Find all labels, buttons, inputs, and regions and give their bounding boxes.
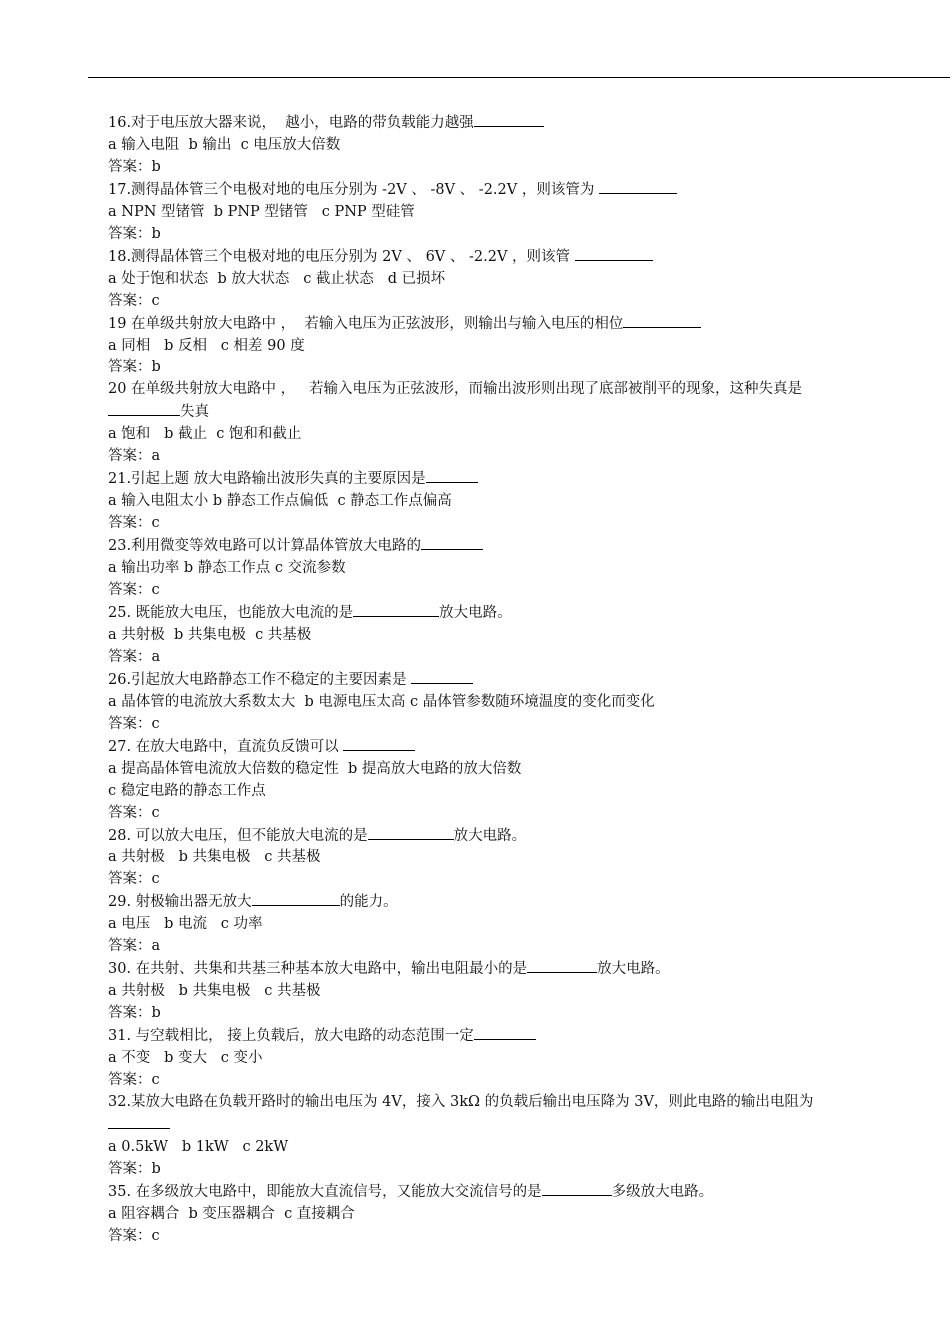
question-answer: 答案：c [108, 715, 160, 732]
question-answer: 答案：b [108, 1005, 161, 1022]
answer-blank [575, 246, 653, 261]
answer-blank [623, 313, 701, 328]
question-answer: 答案：c [108, 582, 160, 599]
answer-blank [542, 1181, 612, 1196]
answer-blank [368, 825, 454, 840]
answer-blank [353, 602, 439, 617]
question-answer: 答案：b [108, 1160, 161, 1177]
header-rule [88, 77, 950, 78]
question-23 [108, 535, 868, 602]
question-28 [108, 825, 868, 892]
answer-blank [474, 1025, 536, 1040]
question-text: 16.对于电压放大器来说， 越小，电路的带负载能力越强 [108, 112, 868, 135]
question-text: 20 在单级共射放大电路中 ， 若输入电压为正弦波形，而输出波形则出现了底部被削平的现象，这种失真是失真 [108, 381, 802, 421]
question-30 [108, 958, 868, 1025]
answer-blank [108, 1114, 170, 1129]
question-answer: 答案：c [108, 871, 160, 888]
answer-blank [527, 958, 597, 973]
question-answer: 答案：b [108, 359, 161, 376]
question-options: a 提高晶体管电流放大倍数的稳定性 b 提高放大电路的放大倍数 [108, 760, 522, 777]
question-options: a 共射极 b 共集电极 c 共基极 [108, 849, 321, 866]
question-text: 35. 在多级放大电路中，即能放大直流信号，又能放大交流信号的是 多级放大电路。 [108, 1181, 868, 1204]
question-options: a 同相 b 反相 c 相差 90 度 [108, 337, 305, 354]
question-text: 21.引起上题 放大电路输出波形失真的主要原因是 [108, 468, 868, 491]
question-text: 18.测得晶体管三个电极对地的电压分别为 2V 、 6V 、 -2.2V ，则该管 [108, 246, 868, 269]
question-answer: 答案：a [108, 648, 161, 665]
question-answer: 答案：c [108, 804, 160, 821]
question-29 [108, 891, 868, 958]
question-options: c 稳定电路的静态工作点 [108, 782, 266, 799]
question-options: a 输出功率 b 静态工作点 c 交流参数 [108, 560, 346, 577]
question-options: a 共射极 b 共集电极 c 共基极 [108, 983, 321, 1000]
question-20 [108, 379, 868, 468]
question-text: 30. 在共射、共集和共基三种基本放大电路中，输出电阻最小的是 放大电路。 [108, 958, 868, 981]
question-21 [108, 468, 868, 535]
question-options: a 电压 b 电流 c 功率 [108, 916, 263, 933]
question-answer: 答案：c [108, 292, 160, 309]
question-text: 27. 在放大电路中，直流负反馈可以 [108, 736, 868, 759]
question-19 [108, 313, 868, 380]
question-text: 32.某放大电路在负载开路时的输出电压为 4V，接入 3kΩ 的负载后输出电压降为 3V，则此电路的输出电阻为 [108, 1092, 868, 1137]
question-35 [108, 1181, 868, 1248]
question-16 [108, 112, 868, 179]
answer-blank [426, 468, 478, 483]
question-text: 23.利用微变等效电路可以计算晶体管放大电路的 [108, 535, 868, 558]
question-text: 19 在单级共射放大电路中 ， 若输入电压为正弦波形，则输出与输入电压的相位 [108, 313, 868, 336]
question-answer: 答案：a [108, 938, 161, 955]
question-32 [108, 1092, 868, 1181]
question-options: a NPN 型锗管 b PNP 型锗管 c PNP 型硅管 [108, 203, 415, 220]
question-options: a 饱和 b 截止 c 饱和和截止 [108, 426, 302, 443]
question-text: 17.测得晶体管三个电极对地的电压分别为 -2V 、 -8V 、 -2.2V ，则该管为 [108, 179, 868, 202]
question-options: a 晶体管的电流放大系数太大 b 电源电压太高 c 晶体管参数随环境温度的变化而变化 [108, 693, 655, 710]
question-options: a 输入电阻 b 输出 c 电压放大倍数 [108, 136, 341, 153]
question-18 [108, 246, 868, 313]
question-text: 26.引起放大电路静态工作不稳定的主要因素是 [108, 669, 868, 692]
answer-blank [108, 401, 180, 416]
answer-blank [411, 669, 473, 684]
answer-blank [474, 112, 544, 127]
question-answer: 答案：c [108, 1227, 160, 1244]
question-answer: 答案：a [108, 448, 161, 465]
question-options: a 共射极 b 共集电极 c 共基极 [108, 626, 312, 643]
question-options: a 不变 b 变大 c 变小 [108, 1050, 263, 1067]
answer-blank [252, 891, 340, 906]
question-options: a 阻容耦合 b 变压器耦合 c 直接耦合 [108, 1205, 355, 1222]
question-options: a 处于饱和状态 b 放大状态 c 截止状态 d 已损坏 [108, 270, 446, 287]
question-text: 31. 与空载相比， 接上负载后，放大电路的动态范围一定 [108, 1025, 868, 1048]
question-options: a 0.5kW b 1kW c 2kW [108, 1138, 289, 1155]
question-17 [108, 179, 868, 246]
question-25 [108, 602, 868, 669]
question-26 [108, 669, 868, 736]
question-answer: 答案：c [108, 1071, 160, 1088]
answer-blank [599, 179, 677, 194]
question-list [108, 112, 868, 1248]
question-text: 29. 射极输出器无放大 的能力。 [108, 891, 868, 914]
question-options: a 输入电阻太小 b 静态工作点偏低 c 静态工作点偏高 [108, 493, 452, 510]
question-31 [108, 1025, 868, 1092]
question-text: 25. 既能放大电压，也能放大电流的是 放大电路。 [108, 602, 868, 625]
question-answer: 答案：b [108, 158, 161, 175]
answer-blank [421, 535, 483, 550]
question-text: 28. 可以放大电压，但不能放大电流的是 放大电路。 [108, 825, 868, 848]
question-answer: 答案：c [108, 515, 160, 532]
answer-blank [343, 736, 415, 751]
question-27 [108, 736, 868, 825]
question-answer: 答案：b [108, 225, 161, 242]
